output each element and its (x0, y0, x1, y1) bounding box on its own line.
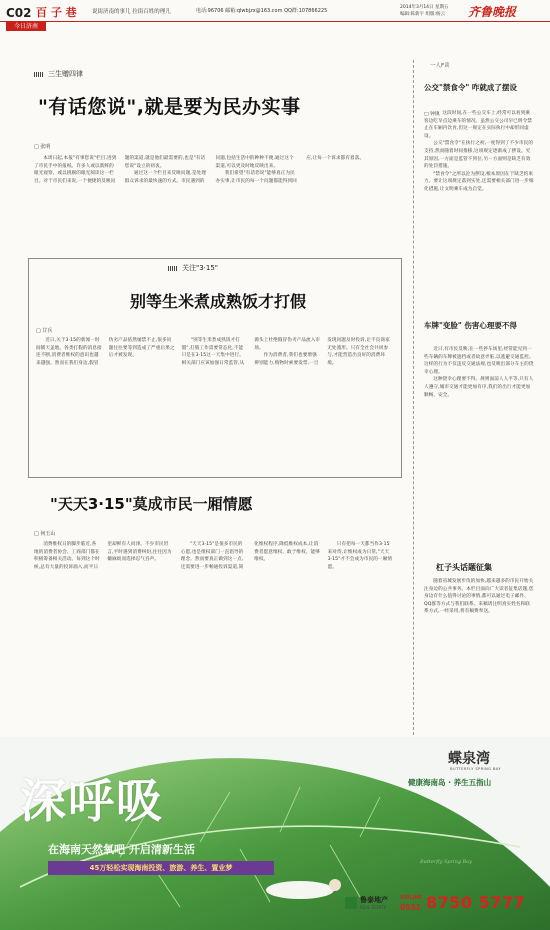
left-article-headline: "有话您说",就是要为民办实事 (38, 96, 301, 118)
ad-watermark: Butterfly Spring Bay (420, 859, 473, 865)
paragraph: "禁食令"之所以沦为摆设,根本原因在于缺乏约束力。要让这项规定落到实处,还需要相关部门进一步细化措施,让文明乘车成为自觉。 (424, 171, 534, 192)
date-line: 2014年3月14日 星期五 (400, 5, 449, 10)
paragraph: 随着省城发展步伐的加快,越来越多的市民开始关注身边的公共事务。本栏目面向广大读者征集话题,您身边有什么值得讨论的事情,都可以通过电子邮件、QQ群等方式与我们联系。来稿请注明真实姓名和联系方式,一经采用,将有稿费奉送。 (424, 579, 534, 615)
right-article-headline: 公交"禁食令" 咋就成了摆设 (424, 83, 517, 92)
ad-vip-label: VIPLINE (400, 895, 423, 901)
paragraph: 通过这一个栏目来反映问题,是处理群众诉求的最快速的方式。市民遇到的问题,包括生活中的种种不便,通过这个渠道,可以更及时地反映出来。 (124, 156, 294, 184)
middle-article-body (36, 337, 393, 471)
left-article-tag: 三生赠四律 (34, 69, 83, 79)
right-article-byline: □ 钟镇 (424, 112, 440, 117)
bottom-article-body (34, 541, 394, 733)
contact-line: 电话:96706 邮箱:qlwbjzx@163.com QQ群:107866225 (196, 8, 328, 14)
ad-phone: 8750 5777 (426, 893, 526, 912)
right-article-body (424, 110, 534, 312)
middle-article-tag: 关注"3·15" (168, 263, 218, 273)
section-name-badge (6, 22, 46, 31)
bottom-article-headline: "天天3·15"莫成市民一厢情愿 (50, 495, 253, 513)
column-name: 百 子 巷 (36, 6, 77, 19)
advertisement (0, 737, 550, 930)
newspaper-logo: 齐鲁晚报 (468, 5, 517, 19)
bottom-article-byline: □ 何玉山 (34, 531, 56, 537)
notice-body (424, 578, 534, 728)
left-article-byline: □ 张明 (34, 144, 51, 150)
ad-area-code: 0531 (400, 903, 421, 912)
ad-headline: 深呼吸 (20, 774, 164, 828)
paragraph: 这种侥幸心理要不得。规则面前人人平等,只有人人遵守,城市交通才能更加有序,我们的出行才能更加顺畅、安全。 (424, 377, 534, 398)
paragraph: 近日,关于3·15的新闻一时间铺天盖地。各类打假的消息接连不断,消费者维权的意识也越来越强。然而在我们身边,假冒伪劣产品依然屡禁不止,很多问题往往要等到造成了严重后果之后才被发现。 (36, 338, 175, 366)
right-sub-body (424, 346, 534, 530)
ad-strip (48, 861, 274, 875)
notice-title: 杠子头话题征集 (436, 563, 492, 572)
ad-strip-text: 45万轻松实现海南投资、旅游、养生、置业梦 (89, 864, 233, 872)
editor-line: 编辑:陈新宇 组版:杨云 (400, 12, 445, 17)
developer-logo-icon (345, 897, 357, 909)
section-bar (0, 21, 550, 22)
paragraph: 只有把每一天都当作3·15来对待,让维权成为日常,"天天3·15"才不会成为市民的一厢情愿。 (327, 542, 393, 570)
paragraph: 消费维权日的脚步临近,各地的消费者协会、工商部门都在积极筹备相关活动。每到这个时候,总有大量的投诉涌入,而平日里却鲜有人问津。不少市民坦言,平时遇到消费纠纷,往往因为嫌麻烦而选择忍气吞声。 (34, 542, 172, 570)
middle-article-byline: □ 甘兵 (36, 328, 53, 334)
ad-brand-en: BUTTERFLY SPRING BAY (450, 766, 501, 771)
ad-developer-en: REAL ESTATE (360, 905, 387, 910)
page-code: C02 (6, 6, 32, 20)
ad-developer: 鲁泰地产 (360, 896, 388, 904)
left-article-body (34, 155, 389, 250)
section-name: 今日济南 (13, 23, 38, 30)
paragraph: 这段时间,在一些公交车上,经常可以看到乘客边吃早点边乘车的情况。虽然公交公司早已明令禁止在车厢内饮食,但这一规定在实际执行中却形同虚设。 (424, 111, 532, 139)
column-divider (413, 60, 414, 735)
right-article-tag: 一人F谈 (430, 63, 450, 69)
ad-tagline: 健康海南岛 · 养生五指山 (408, 778, 492, 787)
paragraph: "天天3·15"是很多市民的心愿,也是维权部门一直倡导的理念。然而要真正做到这一点,还需要进一步畅通投诉渠道,简化维权程序,降低维权成本,让消费者愿意维权、敢于维权、能够维权。 (180, 542, 320, 570)
paragraph: 我们希望"有话您说"能够真正为民办实事,让市民的每一个问题都能得到回应,让每一个诉求都有着落。 (215, 156, 365, 184)
paragraph: "别等生米煮成熟饭才打假",打假工作需要常态化,不能只是在3·15这一天集中进行。相关部门应该加强日常监管,从源头上杜绝假冒伪劣产品流入市场。 (181, 338, 321, 366)
paragraph: 公交"禁食令"在执行之初,一度得到了不少市民的支持,然而随着时间推移,这项规定逐渐成了摆设。究其原因,一方面是监管不到位,另一方面则是缺乏有效的处罚措施。 (424, 141, 534, 170)
ad-brand: 蝶泉湾 (448, 751, 490, 767)
ad-subline: 在海南天然氧吧 开启清新生活 (48, 843, 195, 856)
slogan: 说街济南的事儿 拉街百姓的理儿 (92, 9, 171, 15)
paragraph: 作为消费者,我们也要增强辨别能力,购物时索要发票,一旦发现问题及时投诉,让不良商家无处遁形。只有全社会共同参与,才能营造出良好的消费环境。 (254, 338, 390, 366)
middle-article-headline: 别等生米煮成熟饭才打假 (129, 292, 306, 311)
right-sub-headline: 车牌"变脸" 伤害心理要不得 (424, 321, 517, 330)
masthead (0, 0, 550, 36)
paragraph: 本周日起,本报"有事您说"栏目,进到了市民手中的报纸。许多人或以新鲜的眼光观察、或以挑剔的眼光阅读这一栏目。对于市民们来说,一个便捷的反映问题的渠道,就是他们最需要的,也是"有话您说"设立的初衷。 (34, 156, 206, 184)
paragraph: 近日,有市民反映,在一些停车场里,经常能见到一些车辆的车牌被遮挡或者故意弄脏,以逃避交通监控。这样的行为不仅违反交通法规,也反映出部分车主的侥幸心理。 (424, 347, 534, 375)
